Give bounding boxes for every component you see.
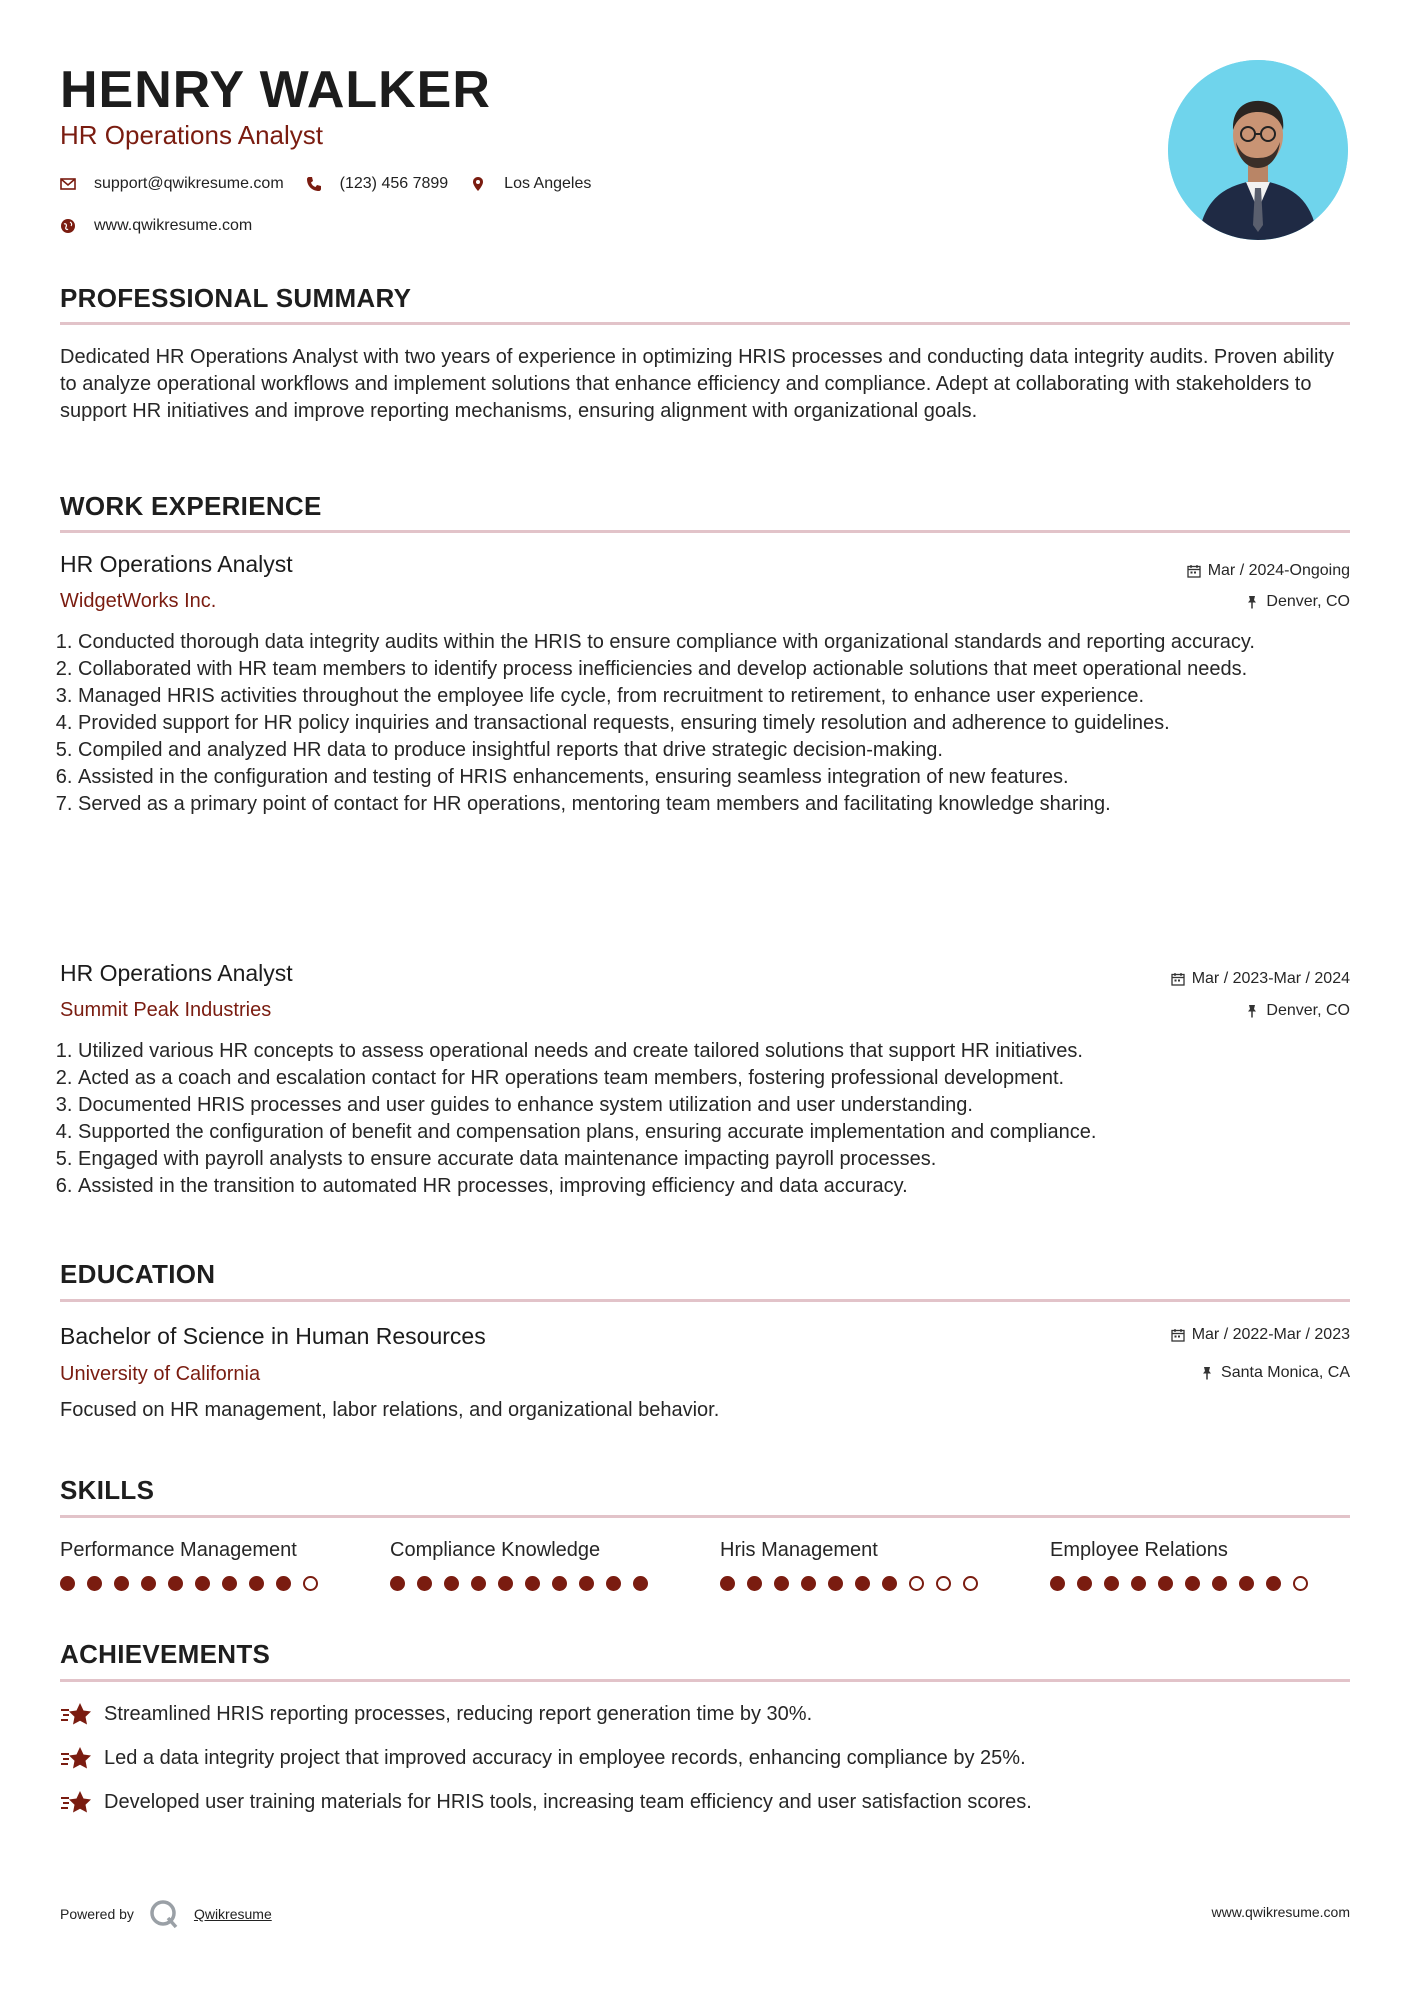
- rating-dot-filled: [498, 1576, 513, 1591]
- skill-name: Hris Management: [720, 1539, 878, 1561]
- footer-website[interactable]: www.qwikresume.com: [1211, 1904, 1350, 1920]
- qwikresume-link[interactable]: Qwikresume: [193, 1906, 272, 1922]
- skill-item: [1050, 1536, 1350, 1591]
- job-bullet: 6. Assisted in the configuration and testing of HRIS enhancements, ensuring seamless integration of new features.: [78, 764, 1368, 791]
- degree-title: Bachelor of Science in Human Resources: [60, 1323, 486, 1349]
- job-bullet: 3. Documented HRIS processes and user guides to enhance system utilization and user understanding.: [78, 1092, 1368, 1119]
- job-bullet: 2. Collaborated with HR team members to identify process inefficiencies and develop actionable solutions that meet operational needs.: [78, 656, 1368, 683]
- rating-dot-filled: [882, 1576, 897, 1591]
- profile-photo: [1168, 60, 1348, 240]
- job-bullet: 1. Conducted thorough data integrity audits within the HRIS to ensure compliance with organizational standards and reporting accuracy.: [78, 629, 1368, 656]
- resume-page: [60, 0, 1350, 1990]
- rating-dot-filled: [1050, 1576, 1065, 1591]
- rating-dot-filled: [444, 1576, 459, 1591]
- rating-dot-empty: [963, 1576, 978, 1591]
- job-dates: [1171, 968, 1350, 990]
- star-award-icon: [60, 1745, 92, 1771]
- job-bullet: 6. Assisted in the transition to automated HR processes, improving efficiency and data accuracy.: [78, 1173, 1368, 1200]
- powered-by-label: Powered by: [60, 1906, 134, 1922]
- job-bullet: 4. Provided support for HR policy inquiries and transactional requests, ensuring timely resolution and adherence to guidelines.: [78, 710, 1368, 737]
- website-text: www.qwikresume.com: [94, 217, 253, 234]
- skill-name: Compliance Knowledge: [390, 1539, 601, 1561]
- rating-dot-filled: [471, 1576, 486, 1591]
- rating-dot-filled: [195, 1576, 210, 1591]
- rating-dot-filled: [222, 1576, 237, 1591]
- location-text: Denver, CO: [1266, 593, 1350, 610]
- rating-dot-filled: [1158, 1576, 1173, 1591]
- rating-dot-filled: [249, 1576, 264, 1591]
- job-bullet: 4. Supported the configuration of benefit and compensation plans, ensuring accurate implementation and compliance.: [78, 1119, 1368, 1146]
- job-bullet-list: [60, 1038, 1368, 1200]
- section-divider: [60, 322, 1350, 325]
- education-location: [1200, 1362, 1350, 1384]
- dates-text: Mar / 2024-Ongoing: [1207, 562, 1350, 579]
- qwikresume-logo-icon: [148, 1898, 180, 1930]
- achievement-item: [60, 1744, 1026, 1772]
- email-text: support@qwikresume.com: [94, 175, 284, 192]
- achievement-text: Streamlined HRIS reporting processes, reducing report generation time by 30%.: [104, 1703, 813, 1725]
- section-divider: [60, 1679, 1350, 1682]
- rating-dot-filled: [87, 1576, 102, 1591]
- rating-dot-filled: [633, 1576, 648, 1591]
- star-award-icon: [60, 1789, 92, 1815]
- company-name: WidgetWorks Inc.: [60, 590, 217, 612]
- rating-dot-filled: [1266, 1576, 1281, 1591]
- rating-dot-filled: [855, 1576, 870, 1591]
- rating-dot-filled: [720, 1576, 735, 1591]
- location-text: Los Angeles: [504, 175, 592, 192]
- achievement-item: [60, 1700, 812, 1728]
- rating-dot-filled: [606, 1576, 621, 1591]
- rating-dot-empty: [303, 1576, 318, 1591]
- rating-dot-empty: [909, 1576, 924, 1591]
- job-title: HR Operations Analyst: [60, 960, 293, 986]
- rating-dot-filled: [828, 1576, 843, 1591]
- contact-location: [470, 172, 591, 196]
- map-pin-icon: [470, 176, 486, 192]
- dates-text: Mar / 2023-Mar / 2024: [1191, 970, 1350, 987]
- job-location: [1245, 591, 1350, 613]
- skill-item: [720, 1536, 1020, 1591]
- section-title-summary: PROFESSIONAL SUMMARY: [60, 283, 412, 313]
- job-bullet: 5. Compiled and analyzed HR data to produce insightful reports that drive strategic decision-making.: [78, 737, 1368, 764]
- rating-dot-filled: [525, 1576, 540, 1591]
- skill-item: [60, 1536, 360, 1591]
- rating-dot-filled: [1239, 1576, 1254, 1591]
- rating-dot-empty: [1293, 1576, 1308, 1591]
- summary-text: Dedicated HR Operations Analyst with two years of experience in optimizing HRIS processes and conducting data integrity audits. Proven ability to analyze operational workflows and implement solutions that enhance efficiency and compliance. Adept at collaborating with stakeholders to support HR initiatives and improve reporting mechanisms, ensuring alignment with organizational goals.: [60, 346, 1334, 422]
- rating-dot-empty: [936, 1576, 951, 1591]
- education-dates: [1171, 1324, 1350, 1346]
- pushpin-icon: [1245, 595, 1259, 609]
- calendar-icon: [1187, 564, 1201, 578]
- skill-rating: [60, 1576, 360, 1591]
- contact-website[interactable]: [60, 214, 252, 238]
- section-divider: [60, 1515, 1350, 1518]
- skill-name: Employee Relations: [1050, 1539, 1228, 1561]
- contact-phone[interactable]: [306, 172, 449, 196]
- footer-powered-by: [60, 1898, 272, 1930]
- location-text: Santa Monica, CA: [1221, 1364, 1350, 1381]
- rating-dot-filled: [390, 1576, 405, 1591]
- rating-dot-filled: [579, 1576, 594, 1591]
- section-divider: [60, 1299, 1350, 1302]
- section-divider: [60, 530, 1350, 533]
- rating-dot-filled: [1212, 1576, 1227, 1591]
- rating-dot-filled: [168, 1576, 183, 1591]
- rating-dot-filled: [417, 1576, 432, 1591]
- rating-dot-filled: [552, 1576, 567, 1591]
- job-bullet: 7. Served as a primary point of contact for HR operations, mentoring team members and facilitating knowledge sharing.: [78, 791, 1368, 818]
- job-location: [1245, 1000, 1350, 1022]
- job-bullet: 3. Managed HRIS activities throughout the employee life cycle, from recruitment to retirement, to enhance user experience.: [78, 683, 1368, 710]
- section-title-education: EDUCATION: [60, 1259, 216, 1289]
- achievement-text: Developed user training materials for HRIS tools, increasing team efficiency and user satisfaction scores.: [104, 1791, 1032, 1813]
- rating-dot-filled: [747, 1576, 762, 1591]
- phone-icon: [306, 176, 322, 192]
- contact-email[interactable]: [60, 172, 284, 196]
- rating-dot-filled: [1104, 1576, 1119, 1591]
- rating-dot-filled: [774, 1576, 789, 1591]
- calendar-icon: [1171, 1328, 1185, 1342]
- calendar-icon: [1171, 972, 1185, 986]
- job-bullet: 1. Utilized various HR concepts to assess operational needs and create tailored solutions that support HR initiatives.: [78, 1038, 1368, 1065]
- job-bullet-list: [60, 629, 1368, 818]
- person-portrait-icon: [1168, 60, 1348, 240]
- skills-list: [60, 1536, 1350, 1591]
- rating-dot-filled: [141, 1576, 156, 1591]
- rating-dot-filled: [1131, 1576, 1146, 1591]
- skill-name: Performance Management: [60, 1539, 297, 1561]
- section-title-achievements: ACHIEVEMENTS: [60, 1639, 271, 1669]
- section-title-experience: WORK EXPERIENCE: [60, 491, 322, 521]
- globe-icon: [60, 218, 76, 234]
- pushpin-icon: [1200, 1366, 1214, 1380]
- contact-row: [60, 172, 613, 196]
- company-name: Summit Peak Industries: [60, 999, 272, 1021]
- candidate-name: HENRY WALKER: [60, 61, 491, 119]
- rating-dot-filled: [60, 1576, 75, 1591]
- job-dates: [1187, 560, 1350, 582]
- rating-dot-filled: [1077, 1576, 1092, 1591]
- school-name: University of California: [60, 1363, 261, 1385]
- candidate-role: HR Operations Analyst: [60, 120, 324, 150]
- education-description: Focused on HR management, labor relations, and organizational behavior.: [60, 1399, 720, 1421]
- job-title: HR Operations Analyst: [60, 551, 293, 577]
- skill-rating: [390, 1576, 690, 1591]
- phone-text: (123) 456 7899: [339, 175, 449, 192]
- rating-dot-filled: [114, 1576, 129, 1591]
- achievement-item: [60, 1788, 1032, 1816]
- contact-row-website: [60, 214, 274, 238]
- pushpin-icon: [1245, 1004, 1259, 1018]
- skill-rating: [720, 1576, 1020, 1591]
- achievement-text: Led a data integrity project that improved accuracy in employee records, enhancing compliance by 25%.: [104, 1747, 1026, 1769]
- rating-dot-filled: [276, 1576, 291, 1591]
- envelope-icon: [60, 176, 76, 192]
- rating-dot-filled: [801, 1576, 816, 1591]
- job-bullet: 2. Acted as a coach and escalation contact for HR operations team members, fostering professional development.: [78, 1065, 1368, 1092]
- section-title-skills: SKILLS: [60, 1475, 155, 1505]
- location-text: Denver, CO: [1266, 1002, 1350, 1019]
- skill-item: [390, 1536, 690, 1591]
- job-bullet: 5. Engaged with payroll analysts to ensure accurate data maintenance impacting payroll processes.: [78, 1146, 1368, 1173]
- rating-dot-filled: [1185, 1576, 1200, 1591]
- star-award-icon: [60, 1701, 92, 1727]
- skill-rating: [1050, 1576, 1350, 1591]
- dates-text: Mar / 2022-Mar / 2023: [1191, 1326, 1350, 1343]
